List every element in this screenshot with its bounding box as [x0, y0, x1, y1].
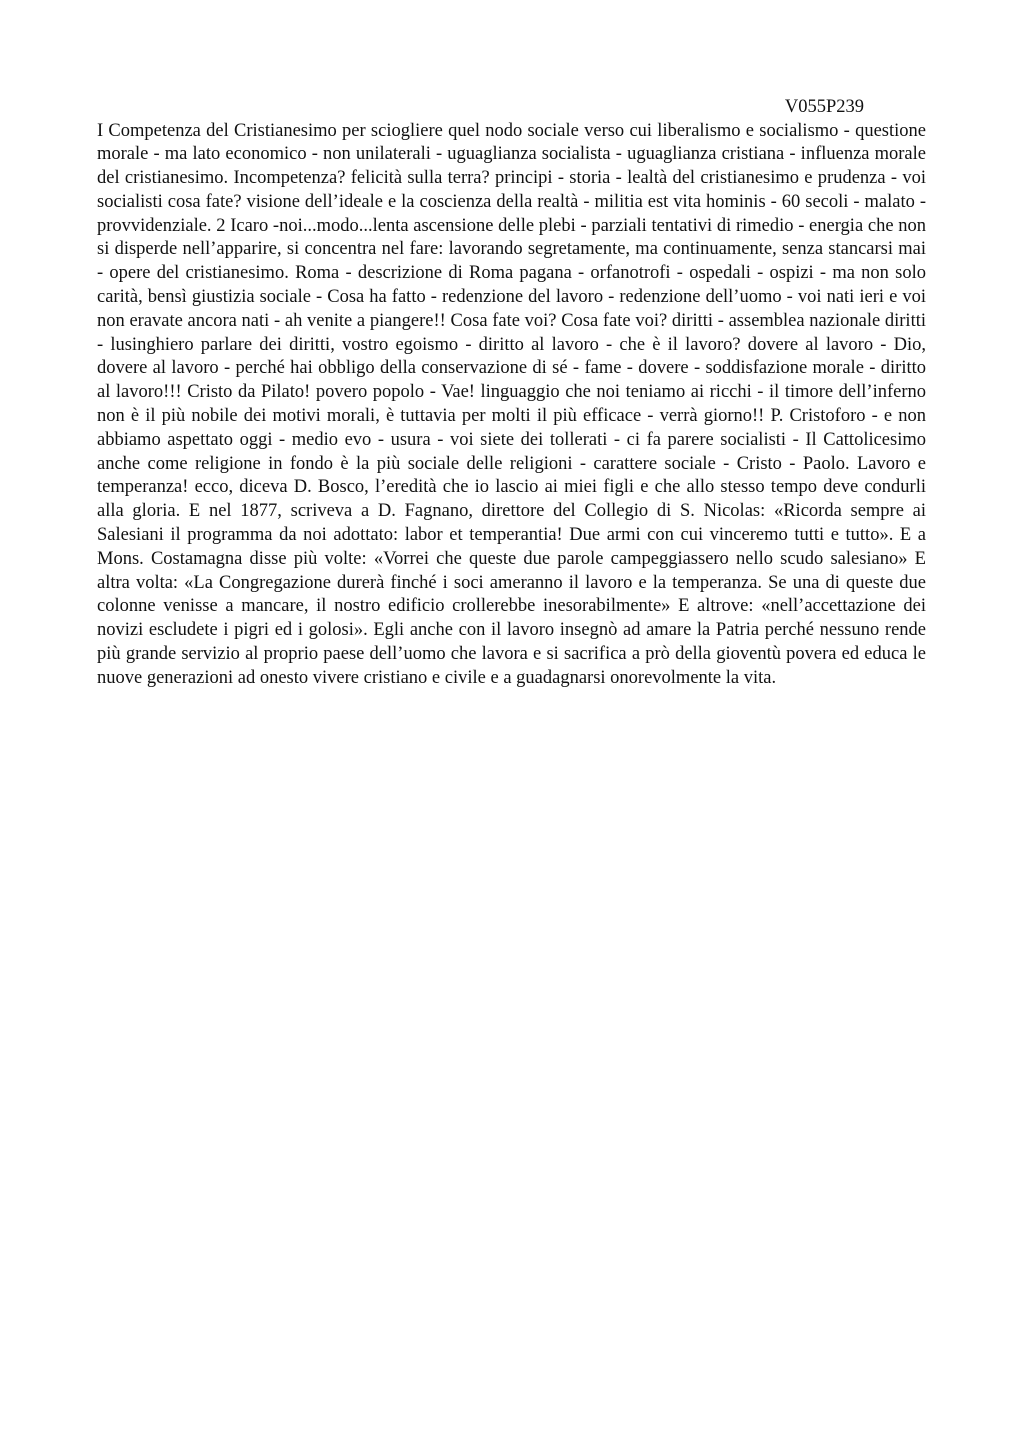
- page-code: V055P239: [784, 97, 864, 117]
- body-paragraph: I Competenza del Cristianesimo per sciogliere quel nodo sociale verso cui liberalismo e socialismo - questione morale - ma lato economico - non unilaterali - uguaglianza socialista - uguaglianza cristiana - influenza morale del cristianesimo. Incompetenza? felicità sulla terra? principi - storia - lealtà del cristianesimo e prudenza - voi socialisti cosa fate? visione dell’ideale e la coscienza della realtà - militia est vita hominis - 60 secoli - malato - provvidenziale. 2 Icaro -noi...modo...lenta ascensione delle plebi - parziali tentativi di rimedio - energia che non si disperde nell’apparire, si concentra nel fare: lavorando segretamente, ma continuamente, senza stancarsi mai - opere del cristianesimo. Roma - descrizione di Roma pagana - orfanotrofi - ospedali - ospizi - ma non solo carità, bensì giustizia sociale - Cosa ha fatto - redenzione del lavoro - redenzione dell’uomo - voi nati ieri e voi non eravate ancora nati - ah venite a piangere!! Cosa fate voi? Cosa fate voi? diritti - assemblea nazionale diritti - lusinghiero parlare dei diritti, vostro egoismo - diritto al lavoro - che è il lavoro? dovere al lavoro - Dio, dovere al lavoro - perché hai obbligo della conservazione di sé - fame - dovere - soddisfazione morale - diritto al lavoro!!! Cristo da Pilato! povero popolo - Vae! linguaggio che noi teniamo ai ricchi - il timore dell’inferno non è il più nobile dei motivi morali, è tuttavia per molti il più efficace - verrà giorno!! P. Cristoforo - e non abbiamo aspettato oggi - medio evo - usura - voi siete dei tollerati - ci fa parere socialisti - Il Cattolicesimo anche come religione in fondo è la più sociale delle religioni - carattere sociale - Cristo - Paolo. Lavoro e temperanza! ecco, diceva D. Bosco, l’eredità che io lascio ai miei figli e che allo stesso tempo deve condurli alla gloria. E nel 1877, scriveva a D. Fagnano, direttore del Collegio di S. Nicolas: «Ricorda sempre ai Salesiani il programma da noi adottato: labor et temperantia! Due armi con cui vinceremo tutti e tutto». E a Mons. Costamagna disse più volte: «Vorrei che queste due parole campeggiassero nello scudo salesiano» E altra volta: «La Congregazione durerà finché i soci ameranno il lavoro e la temperanza. Se una di queste due colonne venisse a mancare, il nostro edificio crollerebbe inesorabilmente» E altrove: «nell’accettazione dei novizi escludete i pigri ed i golosi». Egli anche con il lavoro insegnò ad amare la Patria perché nessuno rende più grande servizio al proprio paese dell’uomo che lavora e si sacrifica a prò della gioventù povera ed educa le nuove generazioni ad onesto vivere cristiano e civile e a guadagnarsi onorevolmente la vita.: [97, 120, 926, 688]
